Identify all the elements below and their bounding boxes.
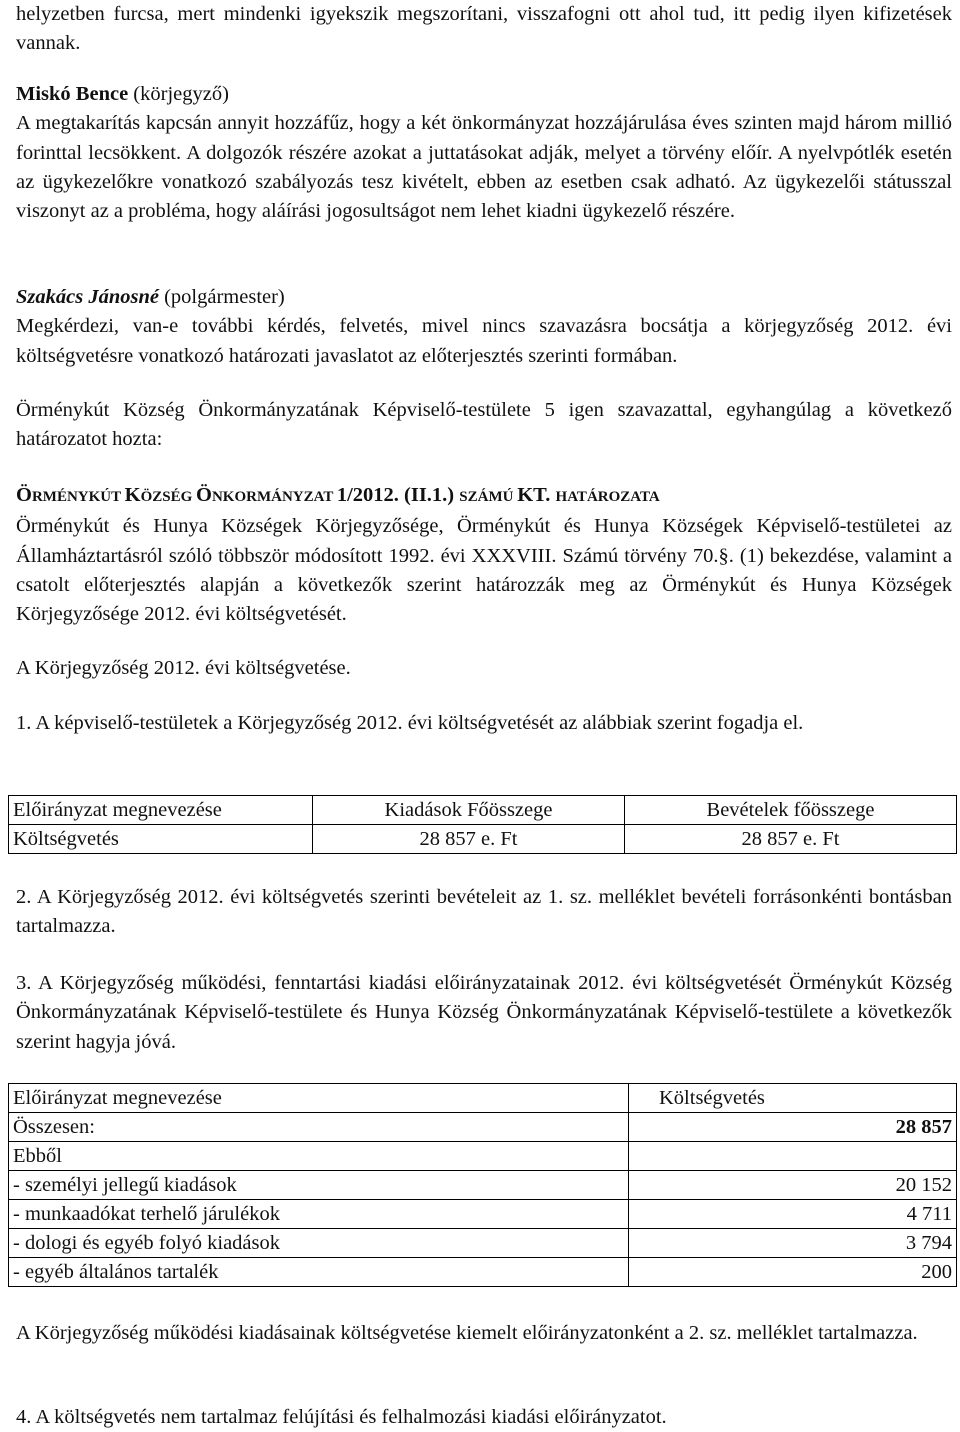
table-header-row	[9, 796, 957, 825]
table-cell: 20 152	[629, 1171, 957, 1200]
table-cell	[629, 1142, 957, 1171]
table-row	[9, 1171, 957, 1200]
speaker-role: (körjegyző)	[133, 83, 229, 105]
table-row	[9, 1200, 957, 1229]
table-row	[9, 1258, 957, 1287]
table-cell: Összesen:	[9, 1113, 629, 1142]
speaker-block-kozjegyzo	[16, 80, 952, 226]
table-header-cell: Előirányzat megnevezése	[9, 1084, 629, 1113]
speaker-text: Megkérdezi, van-e további kérdés, felvetés, mivel nincs szavazásra bocsátja a körjegyzőség 2012. évi költségvetésre vonatkozó határozati javaslatot az előterjesztés szerinti formában.	[16, 315, 952, 367]
table-header-cell: Kiadások Főösszege	[313, 796, 625, 825]
table-total-row	[9, 1113, 957, 1142]
resolution-title: ÖRMÉNYKÚT KÖZSÉG ÖNKORMÁNYZAT 1/2012. (II.1.) SZÁMÚ KT. HATÁROZATA	[16, 484, 660, 506]
summary-table	[8, 795, 957, 854]
table-cell: 28 857 e. Ft	[313, 825, 625, 854]
table-cell: - személyi jellegű kiadások	[9, 1171, 629, 1200]
table-header-cell: Előirányzat megnevezése	[9, 796, 313, 825]
resolution-body: Örménykút és Hunya Községek Körjegyzősége, Örménykút és Hunya Községek Képviselő-testületei az Államháztartásról szóló többször módosított 1992. évi XXXVIII. Számú törvény 70.§. (1) bekezdése, valamint a csatolt előterjesztés alapján a következők szerint határozzák meg az Örménykút és Hunya Községek Körjegyzősége 2012. évi költségvetését.	[16, 515, 952, 626]
table-cell: 28 857	[629, 1113, 957, 1142]
speaker-name: Szakács Jánosné	[16, 286, 159, 308]
table-header-row	[9, 1084, 957, 1113]
table-cell: Ebből	[9, 1142, 629, 1171]
point-2: 2. A Körjegyzőség 2012. évi költségvetés szerinti bevételeit az 1. sz. melléklet bevételi forrásonkénti bontásban tartalmazza.	[16, 886, 952, 938]
table-cell: 3 794	[629, 1229, 957, 1258]
budget-title: A Körjegyzőség 2012. évi költségvetése.	[16, 657, 351, 679]
table-cell: - egyéb általános tartalék	[9, 1258, 629, 1287]
table-row	[9, 1229, 957, 1258]
point-1: 1. A képviselő-testületek a Körjegyzőség 2012. évi költségvetését az alábbiak szerint fogadja el.	[16, 712, 804, 734]
table-cell: - dologi és egyéb folyó kiadások	[9, 1229, 629, 1258]
table-row	[9, 1142, 957, 1171]
speaker-role: (polgármester)	[164, 286, 285, 308]
expense-table	[8, 1083, 957, 1287]
table-cell: 4 711	[629, 1200, 957, 1229]
point-3: 3. A Körjegyzőség működési, fenntartási kiadási előirányzatainak 2012. évi költségvetését Örménykút Község Önkormányzatának Képviselő-testülete és Hunya Község Önkormányzatának Képviselő-testülete a következők szerint hagyja jóvá.	[16, 972, 952, 1053]
table-header-cell: Bevételek főösszege	[625, 796, 957, 825]
table-cell: Költségvetés	[9, 825, 313, 854]
point-extra: A Körjegyzőség működési kiadásainak költségvetése kiemelt előirányzatonként a 2. sz. melléklet tartalmazza.	[16, 1322, 918, 1344]
table-cell: 28 857 e. Ft	[625, 825, 957, 854]
speaker-text: A megtakarítás kapcsán annyit hozzáfűz, hogy a két önkormányzat hozzájárulása éves szinten majd három millió forinttal lecsökkent. A dolgozók részére azokat a juttatásokat adják, melyet a törvény előír. A nyelvpótlék esetén az ügykezelőkre vonatkozó szabályozás tesz kivételt, ebben az esetben csak adható. Az ügykezelői státusszal viszonyt az a probléma, hogy aláírási jogosultságot nem lehet kiadni ügykezelő részére.	[16, 112, 952, 223]
top-paragraph: helyzetben furcsa, mert mindenki igyekszik megszorítani, visszafogni ott ahol tud, itt pedig ilyen kifizetések vannak.	[16, 3, 952, 55]
speaker-name: Miskó Bence	[16, 83, 129, 105]
speaker-block-polgarmester	[16, 283, 952, 371]
table-cell: - munkaadókat terhelő járulékok	[9, 1200, 629, 1229]
resolution-block	[16, 481, 952, 629]
vote-paragraph: Örménykút Község Önkormányzatának Képviselő-testülete 5 igen szavazattal, egyhangúlag a következő határozatot hozta:	[16, 399, 952, 451]
table-header-cell: Költségvetés	[629, 1084, 957, 1113]
point-4: 4. A költségvetés nem tartalmaz felújítási és felhalmozási kiadási előirányzatot.	[16, 1406, 667, 1428]
table-row	[9, 825, 957, 854]
table-cell: 200	[629, 1258, 957, 1287]
